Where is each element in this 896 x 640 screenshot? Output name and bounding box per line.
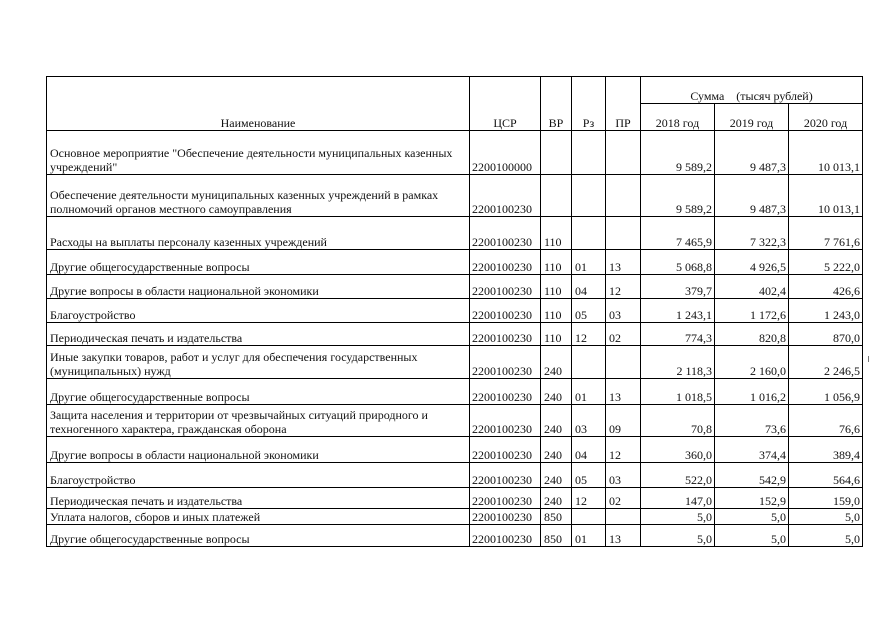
row-name: Периодическая печать и издательства — [47, 323, 470, 346]
table-row — [47, 299, 863, 323]
row-2020: 159,0 — [789, 488, 863, 509]
row-vr — [541, 131, 572, 175]
row-name: Другие вопросы в области национальной экономики — [47, 437, 470, 463]
row-2020: 76,6 — [789, 405, 863, 437]
row-csr: 2200100230 — [470, 463, 541, 488]
row-name: Другие общегосударственные вопросы — [47, 379, 470, 405]
row-2020: 10 013,1 — [789, 175, 863, 217]
row-2019: 1 016,2 — [715, 379, 789, 405]
row-pr: 02 — [606, 488, 641, 509]
table-row — [47, 379, 863, 405]
row-2018: 9 589,2 — [641, 175, 715, 217]
row-2019: 5,0 — [715, 525, 789, 547]
row-2020: 7 761,6 — [789, 217, 863, 250]
table-row — [47, 463, 863, 488]
row-vr: 240 — [541, 437, 572, 463]
row-rz — [572, 131, 606, 175]
row-name: Иные закупки товаров, работ и услуг для обеспечения государственных (муниципальных) нужд — [47, 346, 470, 379]
header-name: Наименование — [47, 77, 470, 131]
row-2019: 820,8 — [715, 323, 789, 346]
row-csr: 2200100230 — [470, 379, 541, 405]
header-year-2019: 2019 год — [715, 104, 789, 131]
scan-mark — [868, 356, 869, 362]
table-row — [47, 131, 863, 175]
row-rz: 04 — [572, 275, 606, 299]
table-row — [47, 250, 863, 275]
row-2019: 542,9 — [715, 463, 789, 488]
row-2019: 152,9 — [715, 488, 789, 509]
row-name: Благоустройство — [47, 463, 470, 488]
row-vr: 240 — [541, 346, 572, 379]
header-vr: ВР — [541, 77, 572, 131]
row-vr: 240 — [541, 405, 572, 437]
row-name: Благоустройство — [47, 299, 470, 323]
header-csr: ЦСР — [470, 77, 541, 131]
row-vr: 110 — [541, 217, 572, 250]
row-csr: 2200100230 — [470, 217, 541, 250]
row-csr: 2200100230 — [470, 323, 541, 346]
row-vr: 240 — [541, 379, 572, 405]
row-pr — [606, 131, 641, 175]
row-csr: 2200100000 — [470, 131, 541, 175]
row-vr: 110 — [541, 275, 572, 299]
row-rz: 12 — [572, 323, 606, 346]
row-2020: 426,6 — [789, 275, 863, 299]
row-csr: 2200100230 — [470, 299, 541, 323]
row-2020: 5,0 — [789, 509, 863, 525]
row-name: Обеспечение деятельности муниципальных казенных учреждений в рамках полномочий органов местного самоуправления — [47, 175, 470, 217]
row-2018: 9 589,2 — [641, 131, 715, 175]
row-2018: 360,0 — [641, 437, 715, 463]
row-2018: 7 465,9 — [641, 217, 715, 250]
row-pr — [606, 509, 641, 525]
row-rz — [572, 175, 606, 217]
row-name: Основное мероприятие "Обеспечение деятельности муниципальных казенных учреждений" — [47, 131, 470, 175]
row-csr: 2200100230 — [470, 405, 541, 437]
row-2018: 2 118,3 — [641, 346, 715, 379]
row-pr: 03 — [606, 299, 641, 323]
row-csr: 2200100230 — [470, 346, 541, 379]
row-name: Другие общегосударственные вопросы — [47, 525, 470, 547]
row-rz: 01 — [572, 379, 606, 405]
row-pr: 13 — [606, 250, 641, 275]
row-rz: 05 — [572, 463, 606, 488]
table-row — [47, 437, 863, 463]
row-2018: 774,3 — [641, 323, 715, 346]
table-row — [47, 509, 863, 525]
row-name: Уплата налогов, сборов и иных платежей — [47, 509, 470, 525]
row-2019: 402,4 — [715, 275, 789, 299]
row-2018: 1 018,5 — [641, 379, 715, 405]
row-2019: 7 322,3 — [715, 217, 789, 250]
row-csr: 2200100230 — [470, 275, 541, 299]
row-rz — [572, 346, 606, 379]
row-2020: 10 013,1 — [789, 131, 863, 175]
row-pr: 12 — [606, 437, 641, 463]
row-2020: 1 243,0 — [789, 299, 863, 323]
header-row-top — [47, 77, 863, 104]
table-row — [47, 275, 863, 299]
row-name: Защита населения и территории от чрезвычайных ситуаций природного и техногенного характера, гражданская оборона — [47, 405, 470, 437]
row-vr: 850 — [541, 509, 572, 525]
header-rz: Рз — [572, 77, 606, 131]
header-year-2018: 2018 год — [641, 104, 715, 131]
row-pr — [606, 217, 641, 250]
row-vr: 850 — [541, 525, 572, 547]
row-2018: 5 068,8 — [641, 250, 715, 275]
table-row — [47, 525, 863, 547]
table-row — [47, 323, 863, 346]
row-rz: 03 — [572, 405, 606, 437]
row-2019: 5,0 — [715, 509, 789, 525]
row-rz — [572, 217, 606, 250]
row-vr: 240 — [541, 488, 572, 509]
row-pr: 03 — [606, 463, 641, 488]
row-pr: 13 — [606, 525, 641, 547]
row-pr: 02 — [606, 323, 641, 346]
row-pr — [606, 175, 641, 217]
row-2019: 1 172,6 — [715, 299, 789, 323]
row-2020: 564,6 — [789, 463, 863, 488]
row-rz: 05 — [572, 299, 606, 323]
row-csr: 2200100230 — [470, 250, 541, 275]
row-rz: 12 — [572, 488, 606, 509]
budget-table — [46, 76, 863, 547]
row-2018: 5,0 — [641, 509, 715, 525]
row-rz — [572, 509, 606, 525]
row-rz: 01 — [572, 525, 606, 547]
row-csr: 2200100230 — [470, 525, 541, 547]
row-csr: 2200100230 — [470, 175, 541, 217]
row-2018: 522,0 — [641, 463, 715, 488]
table-row — [47, 346, 863, 379]
row-name: Расходы на выплаты персоналу казенных учреждений — [47, 217, 470, 250]
row-vr — [541, 175, 572, 217]
row-csr: 2200100230 — [470, 437, 541, 463]
table-row — [47, 488, 863, 509]
row-vr: 240 — [541, 463, 572, 488]
row-2018: 70,8 — [641, 405, 715, 437]
row-2020: 2 246,5 — [789, 346, 863, 379]
row-2020: 389,4 — [789, 437, 863, 463]
row-2020: 870,0 — [789, 323, 863, 346]
row-2020: 1 056,9 — [789, 379, 863, 405]
row-2019: 4 926,5 — [715, 250, 789, 275]
row-2019: 9 487,3 — [715, 131, 789, 175]
header-sum: Сумма (тысяч рублей) — [641, 77, 863, 104]
row-rz: 01 — [572, 250, 606, 275]
header-year-2020: 2020 год — [789, 104, 863, 131]
row-name: Периодическая печать и издательства — [47, 488, 470, 509]
row-2020: 5,0 — [789, 525, 863, 547]
table-row — [47, 217, 863, 250]
row-vr: 110 — [541, 250, 572, 275]
row-rz: 04 — [572, 437, 606, 463]
row-csr: 2200100230 — [470, 488, 541, 509]
row-csr: 2200100230 — [470, 509, 541, 525]
row-vr: 110 — [541, 299, 572, 323]
row-vr: 110 — [541, 323, 572, 346]
row-pr — [606, 346, 641, 379]
row-2020: 5 222,0 — [789, 250, 863, 275]
row-pr: 13 — [606, 379, 641, 405]
row-2019: 374,4 — [715, 437, 789, 463]
row-2018: 147,0 — [641, 488, 715, 509]
row-2018: 5,0 — [641, 525, 715, 547]
row-2018: 1 243,1 — [641, 299, 715, 323]
row-2019: 73,6 — [715, 405, 789, 437]
row-2019: 2 160,0 — [715, 346, 789, 379]
row-2019: 9 487,3 — [715, 175, 789, 217]
table-row — [47, 175, 863, 217]
row-name: Другие общегосударственные вопросы — [47, 250, 470, 275]
row-2018: 379,7 — [641, 275, 715, 299]
table-row — [47, 405, 863, 437]
row-name: Другие вопросы в области национальной экономики — [47, 275, 470, 299]
row-pr: 09 — [606, 405, 641, 437]
header-pr: ПР — [606, 77, 641, 131]
row-pr: 12 — [606, 275, 641, 299]
